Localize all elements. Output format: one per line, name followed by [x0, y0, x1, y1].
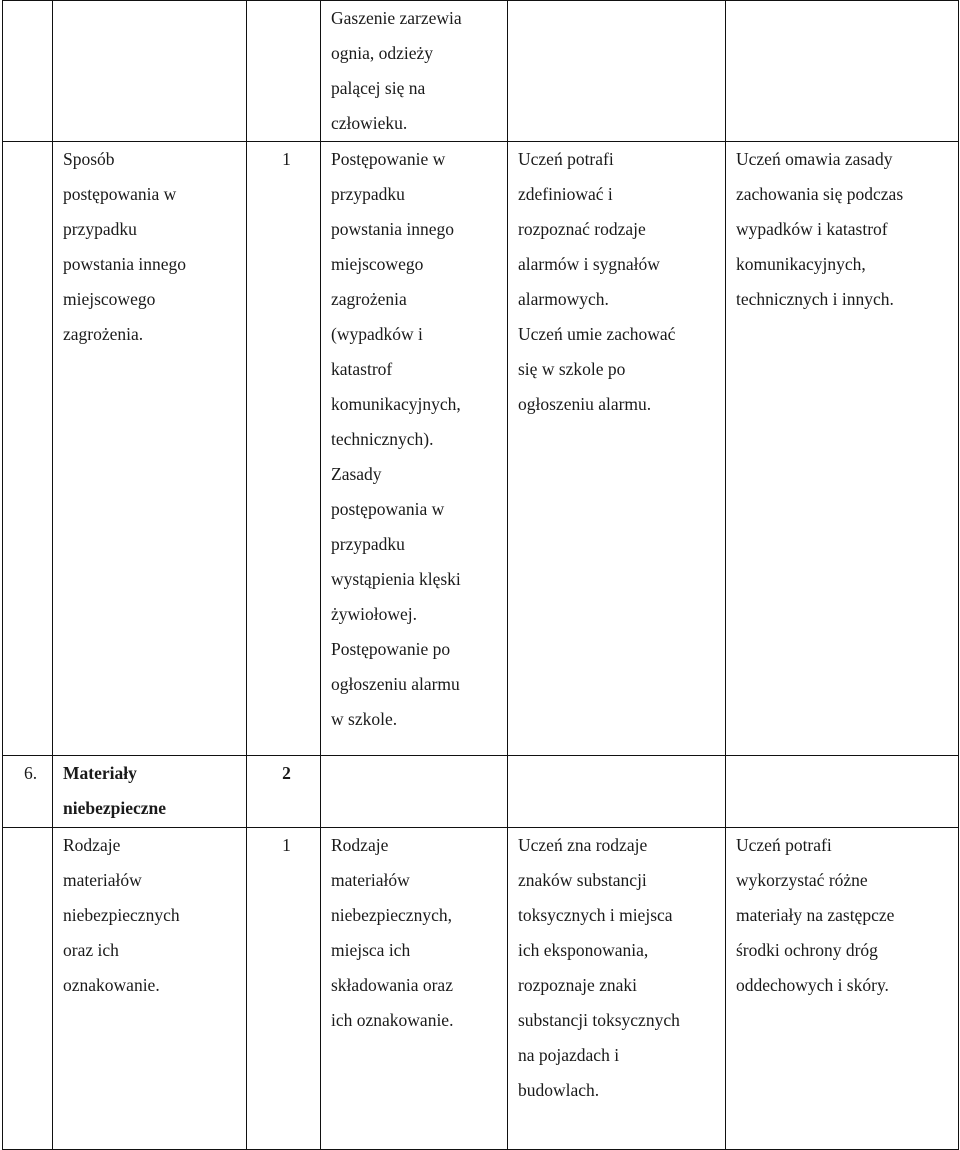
- row-number-cell: [3, 1, 53, 142]
- section-hours-cell: [247, 756, 321, 828]
- content-line: Rodzaje: [331, 835, 389, 855]
- content-line: wystąpienia klęski: [331, 569, 461, 589]
- content-line: postępowania w: [331, 499, 445, 519]
- content-line: powstania innego: [331, 219, 454, 239]
- content-line: przypadku: [331, 534, 405, 554]
- hours-cell: 1: [247, 142, 321, 756]
- content-line: katastrof: [331, 359, 393, 379]
- table-row-section: [3, 756, 959, 828]
- basic-line: się w szkole po: [518, 359, 626, 379]
- extended-line: technicznych i innych.: [736, 289, 894, 309]
- content-line: ich oznakowanie.: [331, 1010, 454, 1030]
- extended-requirements-cell: [726, 828, 959, 1150]
- basic-line: na pojazdach i: [518, 1045, 620, 1065]
- row-number-cell: [3, 142, 53, 756]
- section-title-line: niebezpieczne: [63, 798, 167, 818]
- content-line: człowieku.: [331, 113, 408, 133]
- content-cell: [321, 756, 508, 828]
- topic-line: postępowania w: [63, 184, 177, 204]
- basic-line: rozpoznać rodzaje: [518, 219, 646, 239]
- basic-line: Uczeń umie zachować: [518, 324, 676, 344]
- content-line: niebezpiecznych,: [331, 905, 452, 925]
- section-number: 6.: [23, 763, 38, 783]
- content-line: Zasady: [331, 464, 382, 484]
- basic-line: Uczeń potrafi: [518, 149, 614, 169]
- hours-cell: 1: [247, 828, 321, 1150]
- content-line: przypadku: [331, 184, 405, 204]
- extended-requirements-cell: [726, 756, 959, 828]
- content-line: Gaszenie zarzewia: [331, 8, 462, 28]
- table-row: [3, 142, 959, 756]
- content-line: komunikacyjnych,: [331, 394, 461, 414]
- content-cell: [321, 828, 508, 1150]
- content-line: (wypadków i: [331, 324, 423, 344]
- content-line: w szkole.: [331, 709, 398, 729]
- topic-line: Sposób: [63, 149, 115, 169]
- extended-line: środki ochrony dróg: [736, 940, 878, 960]
- extended-line: Uczeń omawia zasady: [736, 149, 893, 169]
- content-line: Postępowanie w: [331, 149, 446, 169]
- hours-cell: [247, 1, 321, 142]
- extended-line: materiały na zastępcze: [736, 905, 895, 925]
- basic-line: toksycznych i miejsca: [518, 905, 673, 925]
- topic-cell: [53, 828, 247, 1150]
- content-line: miejscowego: [331, 254, 424, 274]
- extended-line: komunikacyjnych,: [736, 254, 866, 274]
- basic-requirements-cell: [508, 828, 726, 1150]
- basic-line: alarmów i sygnałów: [518, 254, 660, 274]
- basic-line: zdefiniować i: [518, 184, 613, 204]
- topic-line: materiałów: [63, 870, 142, 890]
- extended-line: oddechowych i skóry.: [736, 975, 889, 995]
- topic-line: oraz ich: [63, 940, 119, 960]
- basic-line: budowlach.: [518, 1080, 600, 1100]
- topic-line: zagrożenia.: [63, 324, 144, 344]
- topic-line: oznakowanie.: [63, 975, 160, 995]
- section-title-cell: [53, 756, 247, 828]
- basic-line: rozpoznaje znaki: [518, 975, 638, 995]
- basic-requirements-cell: [508, 142, 726, 756]
- basic-line: alarmowych.: [518, 289, 609, 309]
- content-line: Postępowanie po: [331, 639, 451, 659]
- basic-line: Uczeń zna rodzaje: [518, 835, 648, 855]
- content-cell: [321, 1, 508, 142]
- topic-line: Rodzaje: [63, 835, 121, 855]
- table-row: [3, 1, 959, 142]
- basic-requirements-cell: [508, 756, 726, 828]
- extended-line: zachowania się podczas: [736, 184, 904, 204]
- topic-cell: [53, 142, 247, 756]
- topic-line: przypadku: [63, 219, 137, 239]
- topic-line: niebezpiecznych: [63, 905, 180, 925]
- content-line: materiałów: [331, 870, 410, 890]
- basic-requirements-cell: [508, 1, 726, 142]
- basic-line: ich eksponowania,: [518, 940, 649, 960]
- content-line: ognia, odzieży: [331, 43, 434, 63]
- content-line: technicznych).: [331, 429, 434, 449]
- content-line: palącej się na: [331, 78, 426, 98]
- content-line: składowania oraz: [331, 975, 453, 995]
- topic-line: miejscowego: [63, 289, 156, 309]
- extended-line: wykorzystać różne: [736, 870, 868, 890]
- basic-line: substancji toksycznych: [518, 1010, 680, 1030]
- content-line: miejsca ich: [331, 940, 411, 960]
- content-line: zagrożenia: [331, 289, 407, 309]
- topic-cell: [53, 1, 247, 142]
- section-number-cell: [3, 756, 53, 828]
- table-row: [3, 828, 959, 1150]
- basic-line: znaków substancji: [518, 870, 647, 890]
- section-title-line: Materiały: [63, 763, 137, 783]
- section-hours: 2: [282, 763, 291, 783]
- curriculum-table: [2, 0, 959, 1150]
- basic-line: ogłoszeniu alarmu.: [518, 394, 652, 414]
- content-line: żywiołowej.: [331, 604, 418, 624]
- topic-line: powstania innego: [63, 254, 186, 274]
- content-line: ogłoszeniu alarmu: [331, 674, 460, 694]
- content-cell: [321, 142, 508, 756]
- extended-requirements-cell: [726, 142, 959, 756]
- row-number-cell: [3, 828, 53, 1150]
- extended-line: Uczeń potrafi: [736, 835, 832, 855]
- extended-requirements-cell: [726, 1, 959, 142]
- extended-line: wypadków i katastrof: [736, 219, 888, 239]
